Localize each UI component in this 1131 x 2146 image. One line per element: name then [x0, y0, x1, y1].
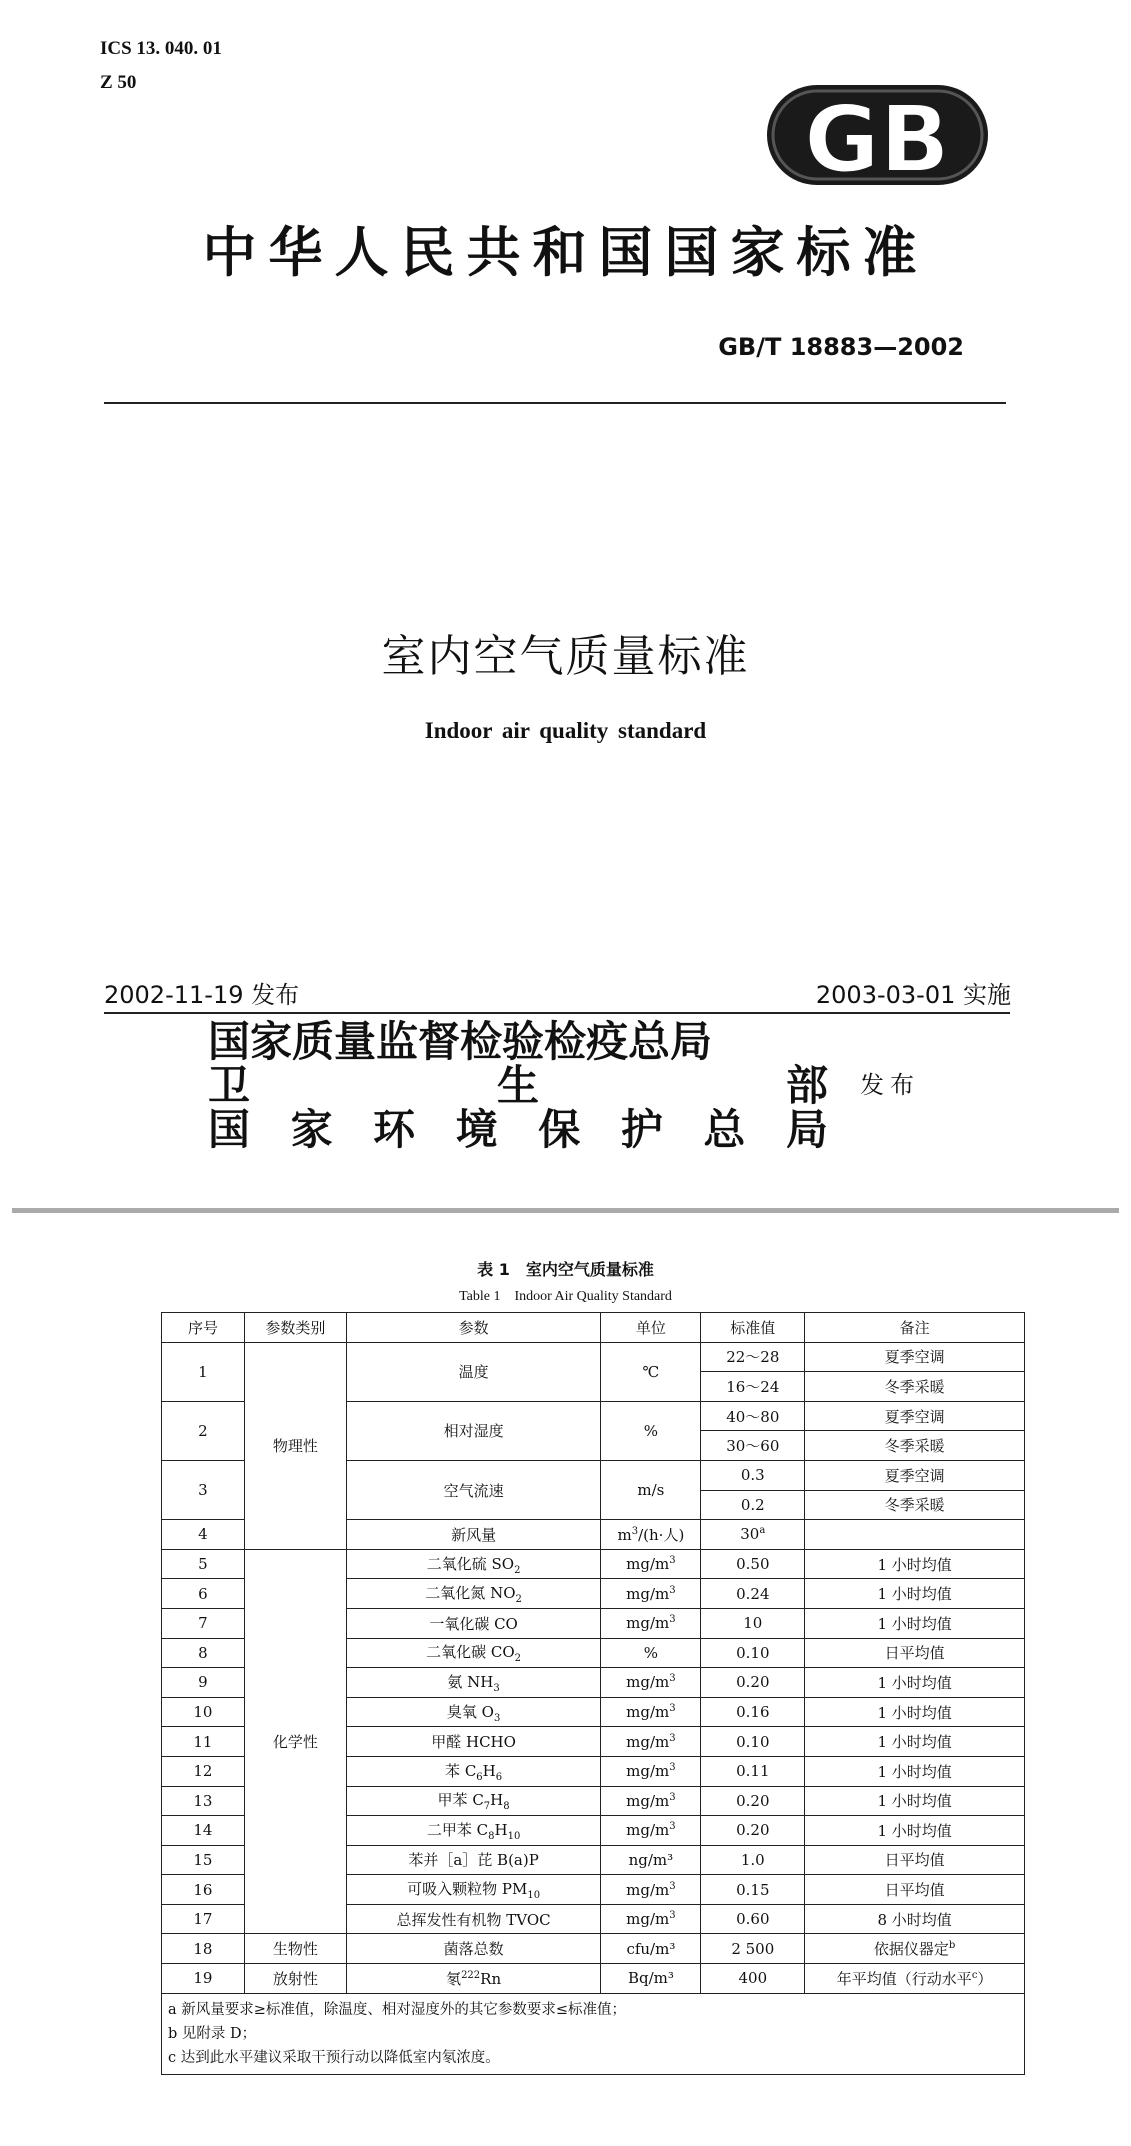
- row-number: 13: [162, 1786, 245, 1816]
- unit-cell: $m^3/(h\cdot$人): [601, 1520, 701, 1550]
- value-cell: 0.10: [701, 1638, 805, 1668]
- note-cell: 1 小时均值: [805, 1579, 1025, 1609]
- value-cell: 0.20: [701, 1786, 805, 1816]
- table-notes-row: [162, 1993, 1025, 2074]
- row-number: 10: [162, 1697, 245, 1727]
- ics-code: ICS 13. 040. 01: [100, 38, 222, 59]
- national-standard-title: 中华人民共和国国家标准: [202, 220, 929, 284]
- param-cell: 二氧化碳 $CO_2$: [346, 1638, 601, 1668]
- note-cell: [805, 1520, 1025, 1550]
- table-caption: 表 1 室内空气质量标准: [477, 1260, 654, 1279]
- value-cell: 0.24: [701, 1579, 805, 1609]
- category-physical: 物理性: [244, 1342, 346, 1549]
- unit-cell: m/s: [601, 1460, 701, 1519]
- category-chemical: 化学性: [244, 1549, 346, 1934]
- value-cell: 0.16: [701, 1697, 805, 1727]
- note-cell: 冬季采暖: [805, 1372, 1025, 1402]
- note-cell: 1 小时均值: [805, 1668, 1025, 1698]
- row-number: 5: [162, 1549, 245, 1579]
- table-row: [162, 1964, 1025, 1994]
- note-cell: 日平均值: [805, 1875, 1025, 1905]
- unit-cell: $mg/m^3$: [601, 1668, 701, 1698]
- value-cell: 0.50: [701, 1549, 805, 1579]
- note-cell: 1 小时均值: [805, 1608, 1025, 1638]
- air-quality-table: [161, 1312, 1025, 2075]
- row-number: 8: [162, 1638, 245, 1668]
- param-cell: 总挥发性有机物 TVOC: [346, 1904, 601, 1934]
- param-cell: 空气流速: [346, 1460, 601, 1519]
- row-number: 9: [162, 1668, 245, 1698]
- value-cell: 2 500: [701, 1934, 805, 1964]
- row-number: 6: [162, 1579, 245, 1609]
- value-cell: 10: [701, 1608, 805, 1638]
- unit-cell: ℃: [601, 1342, 701, 1401]
- header-cell: 序号: [162, 1313, 245, 1343]
- param-cell: 新风量: [346, 1520, 601, 1550]
- param-cell: 氡$^{222}$Rn: [346, 1964, 601, 1994]
- value-cell: 0.11: [701, 1756, 805, 1786]
- unit-cell: %: [601, 1401, 701, 1460]
- value-cell: 1.0: [701, 1845, 805, 1875]
- note-cell: 夏季空调: [805, 1460, 1025, 1490]
- param-cell: 温度: [346, 1342, 601, 1401]
- gb-logo-text: GB: [804, 86, 950, 193]
- param-cell: 二氧化硫 $SO_2$: [346, 1549, 601, 1579]
- table-notes: [162, 1993, 1025, 2074]
- param-cell: 二甲苯 $C_8H_{10}$: [346, 1816, 601, 1846]
- table-row: [162, 1934, 1025, 1964]
- unit-cell: $mg/m^3$: [601, 1904, 701, 1934]
- value-cell: 0.20: [701, 1668, 805, 1698]
- note-cell: 1 小时均值: [805, 1786, 1025, 1816]
- table-caption-en: Table 1 Indoor Air Quality Standard: [459, 1289, 672, 1304]
- note-cell: 1 小时均值: [805, 1816, 1025, 1846]
- value-cell: 40～80: [701, 1401, 805, 1431]
- value-cell: 16～24: [701, 1372, 805, 1402]
- note-cell: 日平均值: [805, 1638, 1025, 1668]
- implementation-date: 2003-03-01 实施: [815, 981, 1011, 1009]
- page-divider: [12, 1208, 1119, 1213]
- value-cell: 30$^a$: [701, 1520, 805, 1550]
- table-header-row: [162, 1313, 1025, 1343]
- row-number: 12: [162, 1756, 245, 1786]
- issuer-aqsiq: 国家质量监督检验检疫总局: [208, 1017, 713, 1066]
- unit-cell: $mg/m^3$: [601, 1549, 701, 1579]
- value-cell: 0.60: [701, 1904, 805, 1934]
- unit-cell: ng/m³: [601, 1845, 701, 1875]
- param-cell: 甲苯 $C_7H_8$: [346, 1786, 601, 1816]
- unit-cell: $mg/m^3$: [601, 1697, 701, 1727]
- row-number: 1: [162, 1342, 245, 1401]
- row-number: 15: [162, 1845, 245, 1875]
- note-cell: 冬季采暖: [805, 1490, 1025, 1520]
- footnote-c: c 达到此水平建议采取干预行动以降低室内氡浓度。: [168, 2049, 500, 2066]
- row-number: 3: [162, 1460, 245, 1519]
- header-cell: 标准值: [701, 1313, 805, 1343]
- value-cell: 30～60: [701, 1431, 805, 1461]
- issue-date: 2002-11-19 发布: [104, 981, 300, 1009]
- unit-cell: %: [601, 1638, 701, 1668]
- header-cell: 备注: [805, 1313, 1025, 1343]
- value-cell: 0.20: [701, 1816, 805, 1846]
- note-cell: 冬季采暖: [805, 1431, 1025, 1461]
- date-rule: [104, 1012, 1010, 1014]
- issuer-moh: 卫 生 部: [208, 1061, 828, 1110]
- param-cell: 苯并［a］芘 B(a)P: [346, 1845, 601, 1875]
- document-title-en: Indoor air quality standard: [424, 718, 707, 743]
- note-cell: 年平均值（行动水平$^c$）: [805, 1964, 1025, 1994]
- unit-cell: $mg/m^3$: [601, 1608, 701, 1638]
- value-cell: 0.3: [701, 1460, 805, 1490]
- note-cell: 1 小时均值: [805, 1697, 1025, 1727]
- row-number: 11: [162, 1727, 245, 1757]
- footnote-b: b 见附录 D；: [168, 2025, 257, 2042]
- value-cell: 400: [701, 1964, 805, 1994]
- row-number: 4: [162, 1520, 245, 1550]
- unit-cell: $mg/m^3$: [601, 1579, 701, 1609]
- value-cell: 0.15: [701, 1875, 805, 1905]
- row-number: 17: [162, 1904, 245, 1934]
- footnote-a: a 新风量要求≥标准值，除温度、相对湿度外的其它参数要求≤标准值；: [168, 2001, 627, 2018]
- unit-cell: $mg/m^3$: [601, 1786, 701, 1816]
- unit-cell: $mg/m^3$: [601, 1875, 701, 1905]
- standard-number: GB/T 18883—2002: [718, 333, 964, 361]
- ccs-code: Z 50: [100, 72, 137, 93]
- row-number: 7: [162, 1608, 245, 1638]
- param-cell: 臭氧 $O_3$: [346, 1697, 601, 1727]
- param-cell: 甲醛 HCHO: [346, 1727, 601, 1757]
- value-cell: 0.2: [701, 1490, 805, 1520]
- unit-cell: cfu/m³: [601, 1934, 701, 1964]
- param-cell: 二氧化氮 $NO_2$: [346, 1579, 601, 1609]
- issue-label: 发布: [860, 1071, 920, 1099]
- header-rule: [104, 402, 1006, 404]
- unit-cell: $mg/m^3$: [601, 1756, 701, 1786]
- note-cell: 日平均值: [805, 1845, 1025, 1875]
- param-cell: 相对湿度: [346, 1401, 601, 1460]
- row-number: 14: [162, 1816, 245, 1846]
- table-row: [162, 1549, 1025, 1579]
- param-cell: 苯 $C_6H_6$: [346, 1756, 601, 1786]
- category-radioactive: 放射性: [244, 1964, 346, 1994]
- row-number: 19: [162, 1964, 245, 1994]
- row-number: 18: [162, 1934, 245, 1964]
- header-cell: 参数类别: [244, 1313, 346, 1343]
- row-number: 2: [162, 1401, 245, 1460]
- note-cell: 1 小时均值: [805, 1756, 1025, 1786]
- value-cell: 22～28: [701, 1342, 805, 1372]
- note-cell: 夏季空调: [805, 1401, 1025, 1431]
- unit-cell: $mg/m^3$: [601, 1727, 701, 1757]
- param-cell: 一氧化碳 CO: [346, 1608, 601, 1638]
- issuer-sepa: 国 家 环 境 保 护 总 局: [208, 1105, 828, 1154]
- category-biological: 生物性: [244, 1934, 346, 1964]
- header-cell: 参数: [346, 1313, 601, 1343]
- param-cell: 可吸入颗粒物 $PM_{10}$: [346, 1875, 601, 1905]
- header-cell: 单位: [601, 1313, 701, 1343]
- gb-logo: [765, 75, 990, 193]
- table-row: [162, 1342, 1025, 1372]
- note-cell: 1 小时均值: [805, 1727, 1025, 1757]
- value-cell: 0.10: [701, 1727, 805, 1757]
- param-cell: 氨 $NH_3$: [346, 1668, 601, 1698]
- note-cell: 依据仪器定$^b$: [805, 1934, 1025, 1964]
- unit-cell: Bq/m³: [601, 1964, 701, 1994]
- unit-cell: $mg/m^3$: [601, 1816, 701, 1846]
- param-cell: 菌落总数: [346, 1934, 601, 1964]
- note-cell: 1 小时均值: [805, 1549, 1025, 1579]
- document-title: 室内空气质量标准: [381, 631, 750, 682]
- note-cell: 夏季空调: [805, 1342, 1025, 1372]
- note-cell: 8 小时均值: [805, 1904, 1025, 1934]
- row-number: 16: [162, 1875, 245, 1905]
